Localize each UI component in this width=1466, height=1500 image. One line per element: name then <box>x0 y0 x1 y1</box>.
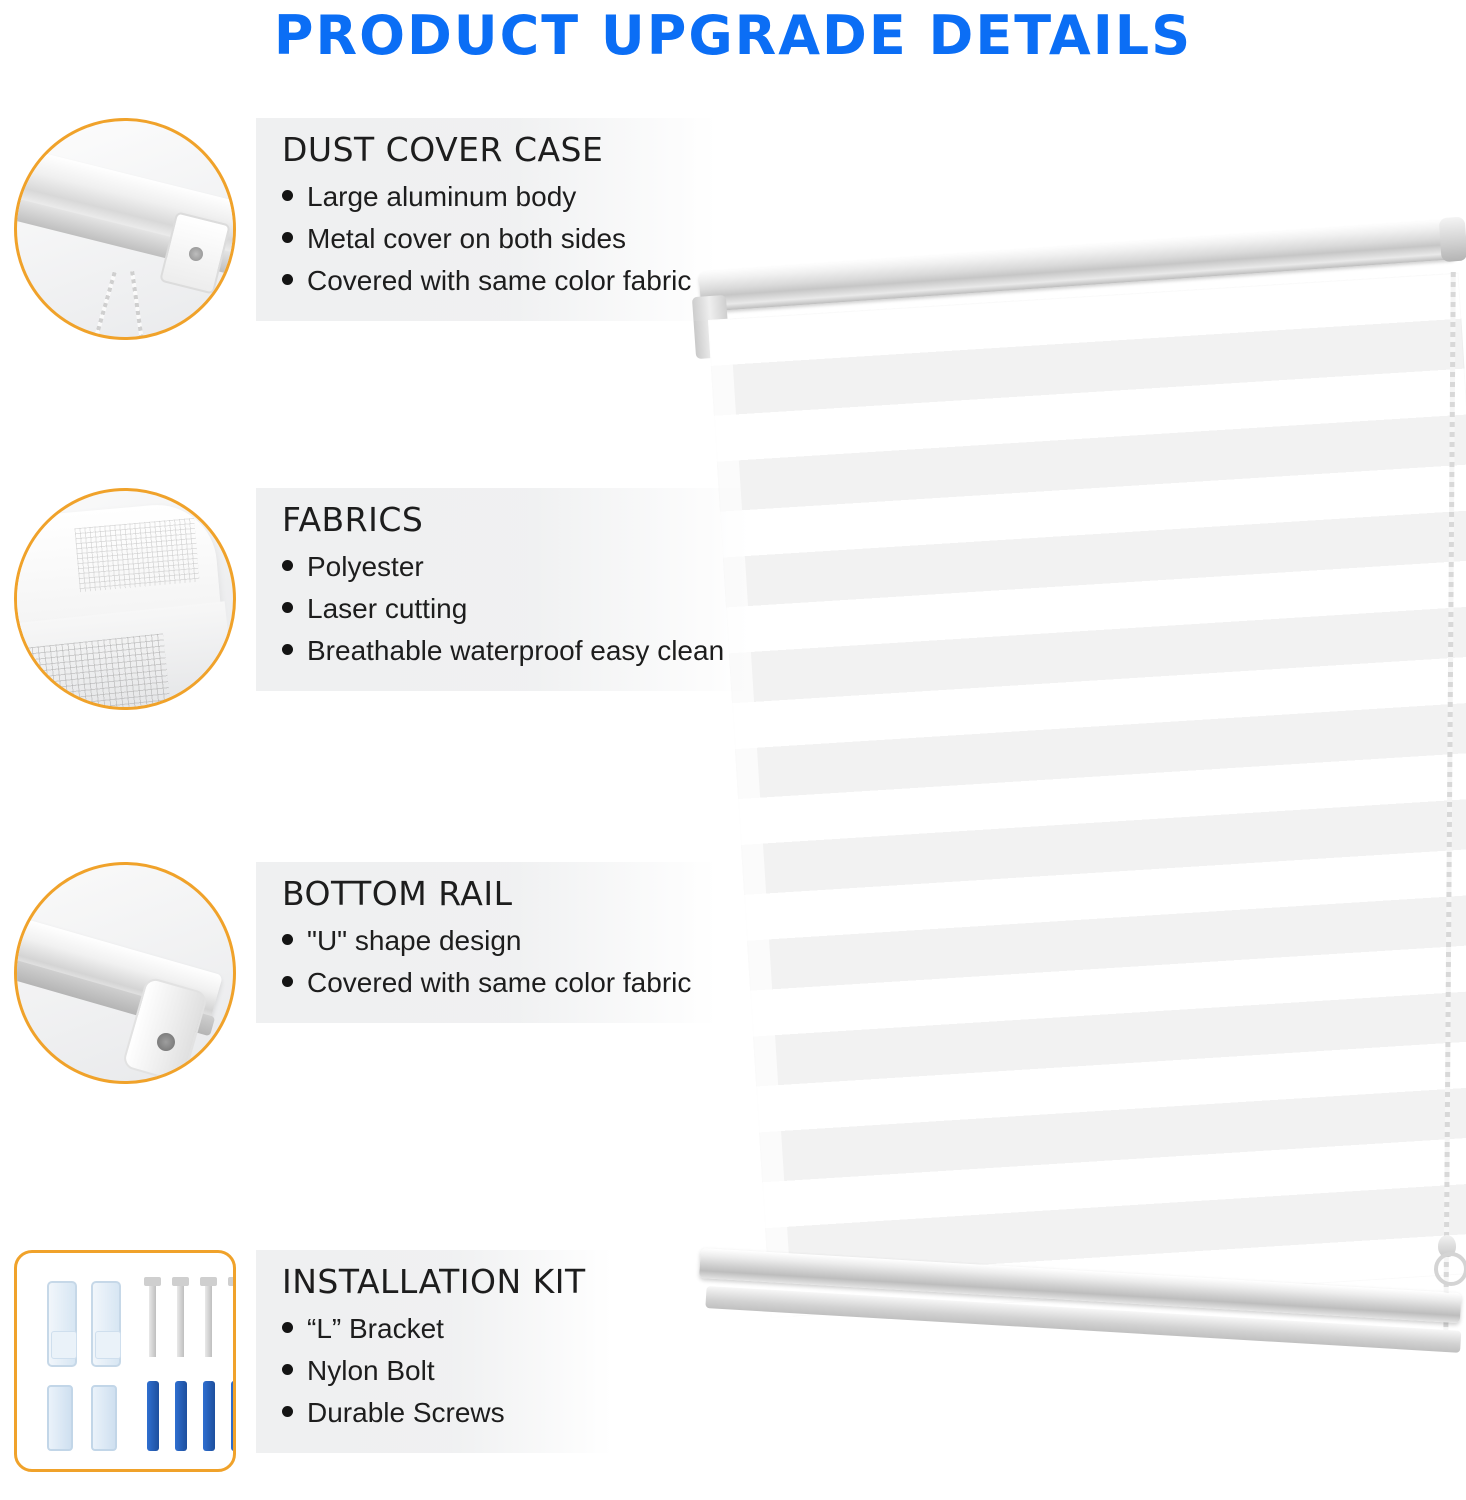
nylon-bolt-shape-2 <box>91 1385 117 1451</box>
bottom-rail-photo <box>14 862 236 1084</box>
bullet-text: Nylon Bolt <box>307 1355 435 1386</box>
feature-title: DUST COVER CASE <box>282 130 604 169</box>
list-item <box>282 635 724 667</box>
feature-bullet-list <box>282 181 691 297</box>
fabric-swatch-photo <box>14 488 236 710</box>
wall-anchor-icon-3 <box>203 1381 215 1451</box>
feature-text-panel <box>256 1250 612 1453</box>
wall-anchor-icon-1 <box>147 1381 159 1451</box>
list-item <box>282 223 691 255</box>
screw-icon <box>189 247 203 261</box>
bullet-text: "U" shape design <box>307 925 522 956</box>
feature-bullet-list <box>282 925 691 999</box>
wall-anchor-icon-4 <box>231 1381 236 1451</box>
bullet-dot-icon <box>282 1322 293 1333</box>
chain-strand-left <box>93 272 116 340</box>
l-bracket-shape-2 <box>91 1281 121 1367</box>
bullet-text: Durable Screws <box>307 1397 505 1428</box>
page-title: PRODUCT UPGRADE DETAILS <box>273 4 1193 67</box>
installation-kit-photo <box>14 1250 236 1472</box>
feature-bullet-list <box>282 1313 586 1429</box>
list-item <box>282 265 691 297</box>
feature-title: FABRICS <box>282 500 424 539</box>
feature-title: BOTTOM RAIL <box>282 874 513 913</box>
list-item <box>282 1355 586 1387</box>
fabric-overlap-edge <box>708 319 793 1318</box>
bullet-dot-icon <box>282 1406 293 1417</box>
bullet-dot-icon <box>282 602 293 613</box>
bullet-dot-icon <box>282 232 293 243</box>
bullet-dot-icon <box>282 934 293 945</box>
chain-strand-right <box>130 271 144 340</box>
list-item <box>282 551 724 583</box>
screw-icon <box>157 1033 175 1051</box>
list-item <box>282 967 691 999</box>
screw-icon-3 <box>205 1283 212 1357</box>
l-bracket-shape-1 <box>47 1281 77 1367</box>
bullet-text: Covered with same color fabric <box>307 265 692 296</box>
bullet-dot-icon <box>282 190 293 201</box>
bullet-text: Polyester <box>307 551 424 582</box>
bullet-text: Breathable waterproof easy clean <box>307 635 725 666</box>
zebra-roller-blind-photo <box>690 210 1466 1340</box>
dust-cover-case-photo <box>14 118 236 340</box>
bullet-dot-icon <box>282 976 293 987</box>
list-item <box>282 925 691 957</box>
screw-icon-4 <box>233 1283 236 1357</box>
bullet-dot-icon <box>282 644 293 655</box>
list-item <box>282 1397 586 1429</box>
feature-title: INSTALLATION KIT <box>282 1262 586 1301</box>
list-item <box>282 593 724 625</box>
feature-dust-cover-case <box>14 118 717 340</box>
screw-icon-1 <box>149 1283 156 1357</box>
feature-text-panel <box>256 118 717 321</box>
feature-text-panel <box>256 862 717 1023</box>
bullet-text: “L” Bracket <box>307 1313 444 1344</box>
feature-text-panel <box>256 488 750 691</box>
bullet-dot-icon <box>282 274 293 285</box>
feature-fabrics <box>14 488 750 710</box>
bullet-text: Metal cover on both sides <box>307 223 627 254</box>
laser-cut-mesh-texture <box>74 518 199 592</box>
feature-installation-kit <box>14 1250 612 1472</box>
bullet-text: Large aluminum body <box>307 181 577 212</box>
wall-anchor-icon-2 <box>175 1381 187 1451</box>
bullet-dot-icon <box>282 560 293 571</box>
nylon-bolt-shape-1 <box>47 1385 73 1451</box>
list-item <box>282 1313 586 1345</box>
dual-layer-striped-fabric <box>708 273 1466 1318</box>
chain-tensioner-ring <box>1432 1235 1462 1283</box>
screw-icon-2 <box>177 1283 184 1357</box>
bullet-text: Laser cutting <box>307 593 468 624</box>
bullet-text: Covered with same color fabric <box>307 967 692 998</box>
feature-bullet-list <box>282 551 724 667</box>
feature-bottom-rail <box>14 862 717 1084</box>
list-item <box>282 181 691 213</box>
bullet-dot-icon <box>282 1364 293 1375</box>
